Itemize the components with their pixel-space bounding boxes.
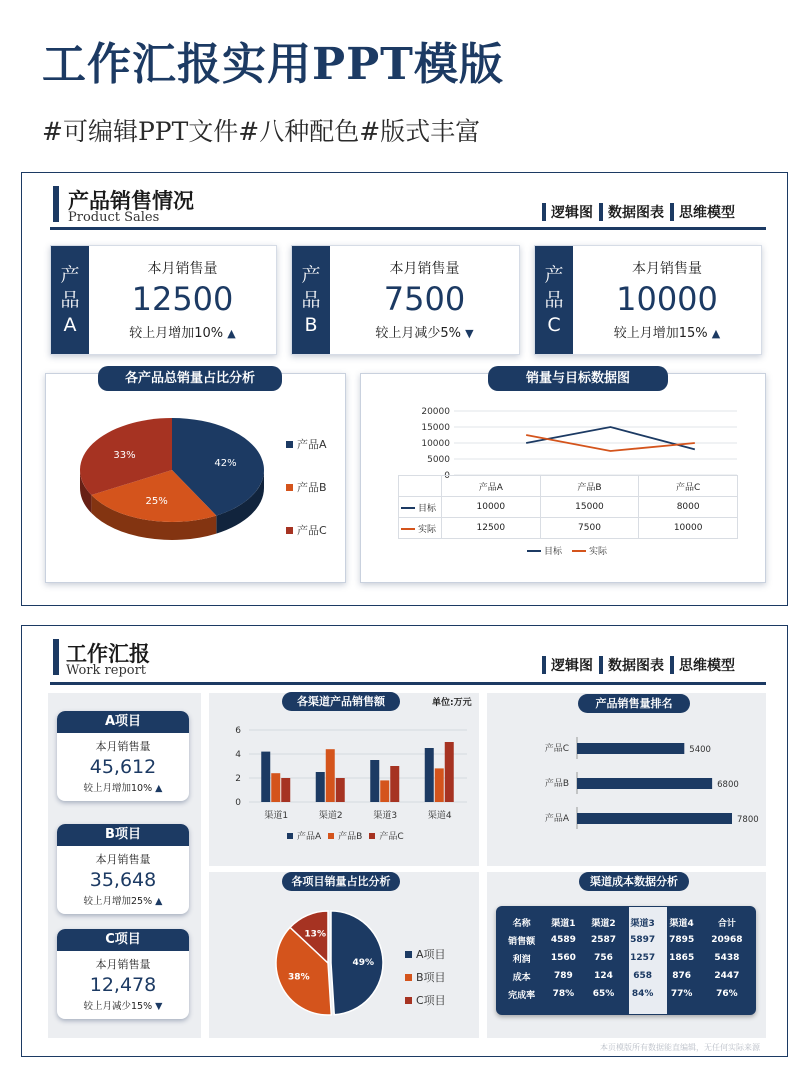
table-cell: 合计 xyxy=(717,918,736,929)
kpi-card-product-c[interactable] xyxy=(534,245,762,355)
table-cell: 产品C xyxy=(639,476,738,497)
table-cell: 5438 xyxy=(714,953,740,963)
data-label: 7800 xyxy=(737,815,759,825)
legend-item: 实际 xyxy=(572,544,607,557)
table-cell: 76% xyxy=(716,989,738,999)
table-cell: 12500 xyxy=(442,518,541,539)
table-cell: 78% xyxy=(552,989,575,999)
project-value: 35,648 xyxy=(89,869,157,891)
table-cell: 渠道1 xyxy=(551,918,576,929)
bar-chart-unit: 单位:万元 xyxy=(432,698,472,708)
legend-item: 产品C xyxy=(369,829,403,842)
section-divider xyxy=(50,682,766,685)
project-value: 45,612 xyxy=(89,756,157,778)
table-cell: 4589 xyxy=(550,935,576,945)
project-name: C项目 xyxy=(57,929,189,951)
tag-divider xyxy=(670,203,674,221)
tag-divider xyxy=(599,203,603,221)
cost-analysis-title: 渠道成本数据分析 xyxy=(579,872,689,891)
pie-data-label: 42% xyxy=(214,458,237,470)
y-tick-label: 5000 xyxy=(427,455,450,465)
pie-data-label: 25% xyxy=(145,495,168,507)
section-title: 产品销售情况 xyxy=(68,189,194,213)
table-cell: 10000 xyxy=(442,497,541,518)
trend-up-icon: ▲ xyxy=(155,783,163,794)
section-title: 工作汇报 xyxy=(66,642,150,666)
table-cell: 渠道2 xyxy=(591,918,616,929)
table-cell: 124 xyxy=(594,971,613,981)
y-tick-label: 4 xyxy=(235,750,241,760)
table-cell: 876 xyxy=(672,971,692,981)
kpi-label: 本月销售量 xyxy=(632,261,702,277)
kpi-side-label: 产 品 A xyxy=(51,246,89,354)
page-subtitle: #可编辑PPT文件#八种配色#版式丰富 xyxy=(42,117,481,146)
table-cell: 成本 xyxy=(512,972,531,983)
trend-down-icon: ▼ xyxy=(465,327,474,340)
table-cell: 84% xyxy=(631,989,654,999)
kpi-change: 较上月减少5% ▼ xyxy=(375,326,474,341)
trend-up-icon: ▲ xyxy=(227,327,236,340)
x-tick-label: 渠道1 xyxy=(264,811,289,821)
table-cell: 7500 xyxy=(540,518,639,539)
project-change: 较上月增加25% ▲ xyxy=(83,896,163,907)
kpi-change: 较上月增加15% ▲ xyxy=(613,326,721,341)
table-cell: 1560 xyxy=(550,953,576,963)
kpi-value: 10000 xyxy=(616,280,718,318)
bar xyxy=(326,749,335,802)
project-pie-legend xyxy=(405,946,446,1008)
table-row xyxy=(500,967,752,985)
table-row xyxy=(500,985,752,1003)
project-card-a[interactable] xyxy=(57,711,189,801)
bar-chart-title: 各渠道产品销售额 xyxy=(282,692,400,711)
table-cell: 658 xyxy=(633,971,652,981)
tag-divider xyxy=(599,656,603,674)
y-tick-label: 6 xyxy=(235,726,241,736)
table-cell: 完成率 xyxy=(508,990,536,1001)
y-tick-label: 0 xyxy=(444,471,450,478)
bar xyxy=(577,778,712,789)
category-label: 产品C xyxy=(544,744,569,754)
table-header-row xyxy=(399,476,738,497)
table-row xyxy=(500,931,752,949)
cost-table xyxy=(500,913,752,1003)
legend-item: 产品B xyxy=(328,829,362,842)
tag-logic: 逻辑图 xyxy=(551,205,593,221)
bar xyxy=(577,813,732,824)
table-cell: 77% xyxy=(670,989,693,999)
table-cell: 实际 xyxy=(399,518,442,539)
tag-thinking-model: 思维模型 xyxy=(679,205,735,221)
table-cell: 20968 xyxy=(711,935,743,945)
line-data-table xyxy=(398,475,738,539)
pie-chart-title: 各产品总销量占比分析 xyxy=(98,366,282,391)
kpi-label: 本月销售量 xyxy=(389,261,460,277)
project-label: 本月销售量 xyxy=(95,853,151,866)
bar xyxy=(271,773,280,802)
tag-divider xyxy=(542,656,546,674)
y-tick-label: 10000 xyxy=(421,439,450,449)
legend-item: 产品C xyxy=(286,522,327,538)
data-label: 6800 xyxy=(717,780,739,790)
table-cell: 2587 xyxy=(591,935,617,945)
legend-item: 产品A xyxy=(287,829,321,842)
tag-list xyxy=(536,202,735,222)
legend-swatch xyxy=(286,484,293,491)
legend-item: A项目 xyxy=(405,946,446,962)
table-cell: 2447 xyxy=(714,971,740,981)
data-label: 5400 xyxy=(689,745,711,755)
bar xyxy=(316,772,325,802)
project-change: 较上月减少15% ▼ xyxy=(83,1001,163,1012)
category-label: 产品B xyxy=(544,779,569,789)
table-cell: 8000 xyxy=(639,497,738,518)
table-cell: 产品B xyxy=(540,476,639,497)
kpi-side-label: 产 品 B xyxy=(292,246,330,354)
x-tick-label: 渠道4 xyxy=(427,811,452,821)
bar xyxy=(445,742,454,802)
y-tick-label: 20000 xyxy=(421,407,450,417)
bar xyxy=(370,760,379,802)
project-label: 本月销售量 xyxy=(95,958,151,971)
table-cell: 10000 xyxy=(639,518,738,539)
project-name: A项目 xyxy=(57,711,189,733)
kpi-side-label: 产 品 C xyxy=(535,246,573,354)
table-cell: 渠道3 xyxy=(630,918,655,929)
legend-item: 目标 xyxy=(527,544,562,557)
legend-item: C项目 xyxy=(405,992,446,1008)
bar xyxy=(380,780,389,802)
table-cell: 产品A xyxy=(442,476,541,497)
line-legend xyxy=(527,544,607,557)
category-label: 产品A xyxy=(544,814,569,824)
pie-data-label: 13% xyxy=(304,929,326,940)
table-cell: 渠道4 xyxy=(669,918,694,929)
project-pie-title: 各项目销量占比分析 xyxy=(282,872,400,891)
project-change: 较上月增加10% ▲ xyxy=(83,783,163,794)
table-cell: 5897 xyxy=(630,935,656,945)
table-cell: 1257 xyxy=(630,953,656,963)
legend-swatch xyxy=(286,441,293,448)
kpi-card-product-a[interactable] xyxy=(50,245,277,355)
trend-down-icon: ▼ xyxy=(155,1001,163,1012)
y-tick-label: 2 xyxy=(235,774,241,784)
x-tick-label: 渠道2 xyxy=(318,811,343,821)
page-title: 工作汇报实用PPT模版 xyxy=(42,39,504,90)
section-title-en: Product Sales xyxy=(68,210,160,225)
kpi-value: 12500 xyxy=(131,280,234,318)
table-row xyxy=(399,518,738,539)
project-card-c[interactable] xyxy=(57,929,189,1019)
legend-item: B项目 xyxy=(405,969,446,985)
section-divider xyxy=(50,227,766,230)
table-row xyxy=(500,949,752,967)
pie-data-label: 33% xyxy=(113,450,136,462)
pie-legend xyxy=(286,436,327,538)
bar xyxy=(281,778,290,802)
bar-legend xyxy=(287,829,404,842)
table-cell: 销售额 xyxy=(508,936,536,947)
legend-swatch xyxy=(286,527,293,534)
tag-logic: 逻辑图 xyxy=(551,658,593,674)
project-label: 本月销售量 xyxy=(95,740,151,753)
tag-thinking-model: 思维模型 xyxy=(679,658,735,674)
section-title-bar xyxy=(53,639,59,675)
tag-data-chart: 数据图表 xyxy=(608,658,664,674)
line-chart-title: 销量与目标数据图 xyxy=(488,366,668,391)
table-cell: 利润 xyxy=(512,954,531,965)
bar xyxy=(336,778,345,802)
section-title-bar xyxy=(53,186,59,222)
tag-list xyxy=(536,655,735,675)
slide-work-report[interactable] xyxy=(21,625,788,1057)
ranking-bar-chart xyxy=(502,731,762,841)
project-name: B项目 xyxy=(57,824,189,846)
pie-data-label: 38% xyxy=(288,972,310,983)
project-pie-chart xyxy=(270,905,386,1021)
table-header-row xyxy=(500,913,752,931)
bar xyxy=(425,748,434,802)
kpi-label: 本月销售量 xyxy=(147,261,218,277)
bar xyxy=(390,766,399,802)
pie-chart xyxy=(72,418,272,543)
footnote: 本页模版所有数据能直编辑，无任何实际来源 xyxy=(600,1043,760,1052)
kpi-value: 7500 xyxy=(383,280,466,318)
x-tick-label: 渠道3 xyxy=(373,811,398,821)
tag-divider xyxy=(670,656,674,674)
tag-divider xyxy=(542,203,546,221)
table-cell: 756 xyxy=(594,953,613,963)
kpi-card-product-b[interactable] xyxy=(291,245,520,355)
table-cell: 7895 xyxy=(669,935,695,945)
legend-item: 产品B xyxy=(286,479,327,495)
trend-up-icon: ▲ xyxy=(155,896,163,907)
bar-chart xyxy=(217,724,472,834)
project-card-b[interactable] xyxy=(57,824,189,914)
table-cell: 目标 xyxy=(399,497,442,518)
ranking-title: 产品销售量排名 xyxy=(578,694,690,713)
y-tick-label: 0 xyxy=(235,798,241,808)
bar xyxy=(435,768,444,802)
pie-data-label: 49% xyxy=(352,957,374,968)
y-tick-label: 15000 xyxy=(421,423,450,433)
bar xyxy=(577,743,684,754)
tag-data-chart: 数据图表 xyxy=(608,205,664,221)
trend-up-icon: ▲ xyxy=(711,327,721,340)
table-cell: 名称 xyxy=(512,918,531,929)
table-cell: 65% xyxy=(592,989,615,999)
slide-product-sales[interactable] xyxy=(21,172,788,606)
table-row xyxy=(399,497,738,518)
project-value: 12,478 xyxy=(89,974,157,996)
line-chart xyxy=(392,403,742,478)
table-cell: 789 xyxy=(553,971,573,981)
kpi-change: 较上月增加10% ▲ xyxy=(129,326,236,341)
table-cell: 1865 xyxy=(669,953,695,963)
legend-item: 产品A xyxy=(286,436,327,452)
bar xyxy=(261,752,270,802)
table-cell: 15000 xyxy=(540,497,639,518)
section-title-en: Work report xyxy=(66,663,147,678)
